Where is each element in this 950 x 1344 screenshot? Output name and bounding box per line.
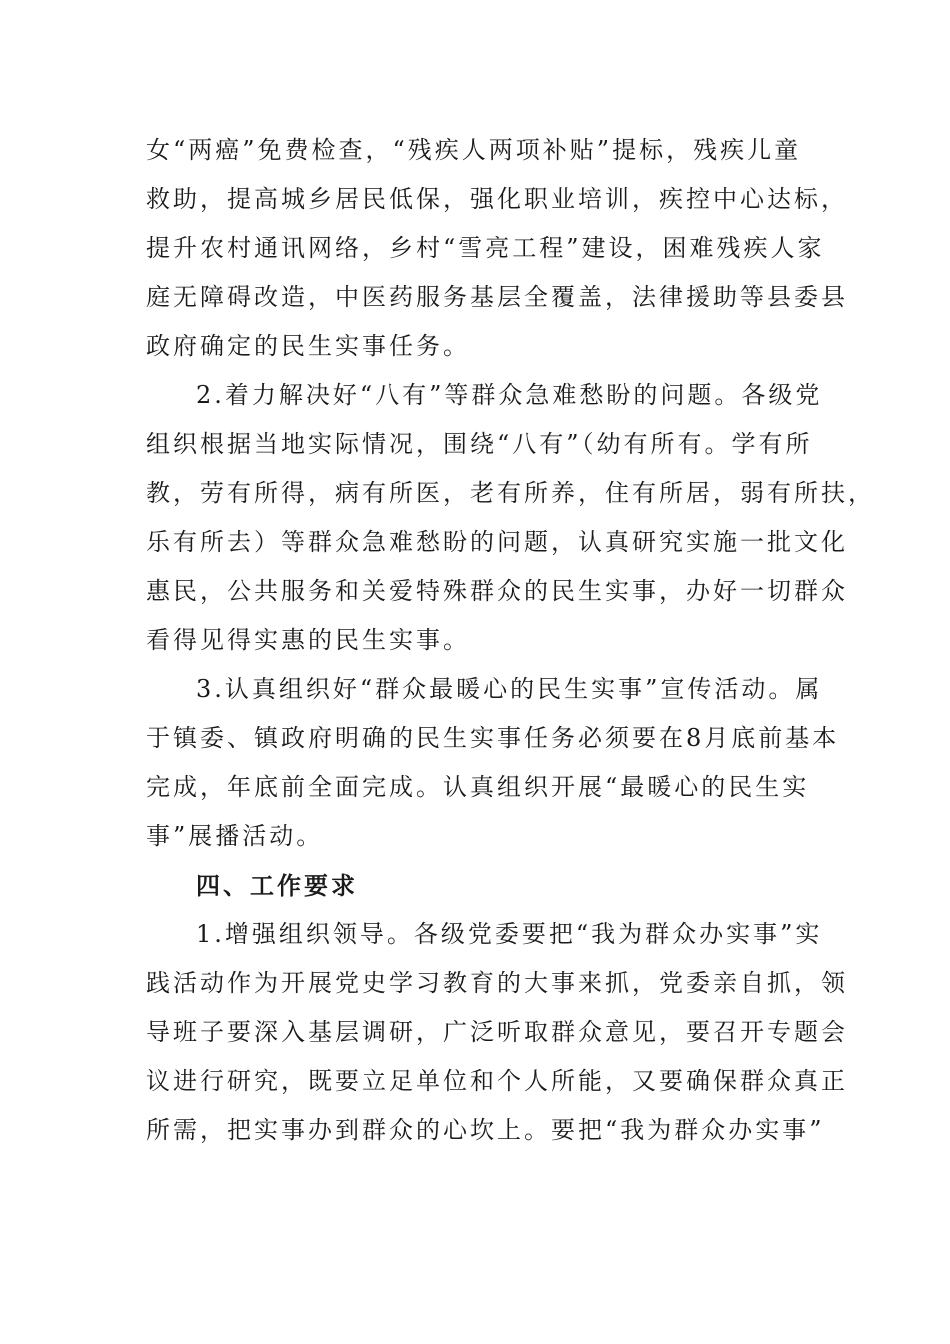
text-line: 践活动作为开展党史学习教育的大事来抓，党委亲自抓，领 [146, 969, 848, 997]
document-body [146, 126, 875, 1155]
text-line: 看得见得实惠的民生实事。 [146, 626, 470, 654]
text-line: 提升农村通讯网络，乡村“雪亮工程”建设，困难残疾人家 [146, 234, 825, 262]
paragraph-start-line: 3.认真组织好“群众最暖心的民生实事”宣传活动。属 [196, 675, 823, 703]
text-line: 事”展播活动。 [146, 822, 324, 850]
text-line: 于镇委、镇政府明确的民生实事任务必须要在8月底前基本 [146, 724, 840, 752]
paragraph-start-line: 2.着力解决好“八有”等群众急难愁盼的问题。各级党 [196, 381, 823, 409]
text-line: 教，劳有所得，病有所医，老有所养，住有所居，弱有所扶， [146, 479, 875, 507]
text-line: 救助，提高城乡居民低保，强化职业培训，疾控中心达标， [146, 185, 848, 213]
text-line: 政府确定的民生实事任务。 [146, 332, 470, 360]
text-line: 惠民，公共服务和关爱特殊群众的民生实事，办好一切群众 [146, 577, 848, 605]
text-line: 庭无障碍改造，中医药服务基层全覆盖，法律援助等县委县 [146, 283, 848, 311]
paragraph-start-line: 1.增强组织领导。各级党委要把“我为群众办实事”实 [196, 920, 823, 948]
text-line: 所需，把实事办到群众的心坎上。要把“我为群众办实事” [146, 1116, 825, 1144]
text-line: 乐有所去）等群众急难愁盼的问题，认真研究实施一批文化 [146, 528, 848, 556]
text-line: 导班子要深入基层调研，广泛听取群众意见，要召开专题会 [146, 1018, 848, 1046]
section-heading: 四、工作要求 [196, 871, 358, 900]
text-line: 组织根据当地实际情况，围绕“八有”（幼有所有。学有所 [146, 430, 813, 458]
text-line: 议进行研究，既要立足单位和个人所能，又要确保群众真正 [146, 1067, 848, 1095]
text-line: 完成，年底前全面完成。认真组织开展“最暖心的民生实 [146, 773, 810, 801]
text-line: 女“两癌”免费检查，“残疾人两项补贴”提标，残疾儿童 [146, 136, 802, 164]
